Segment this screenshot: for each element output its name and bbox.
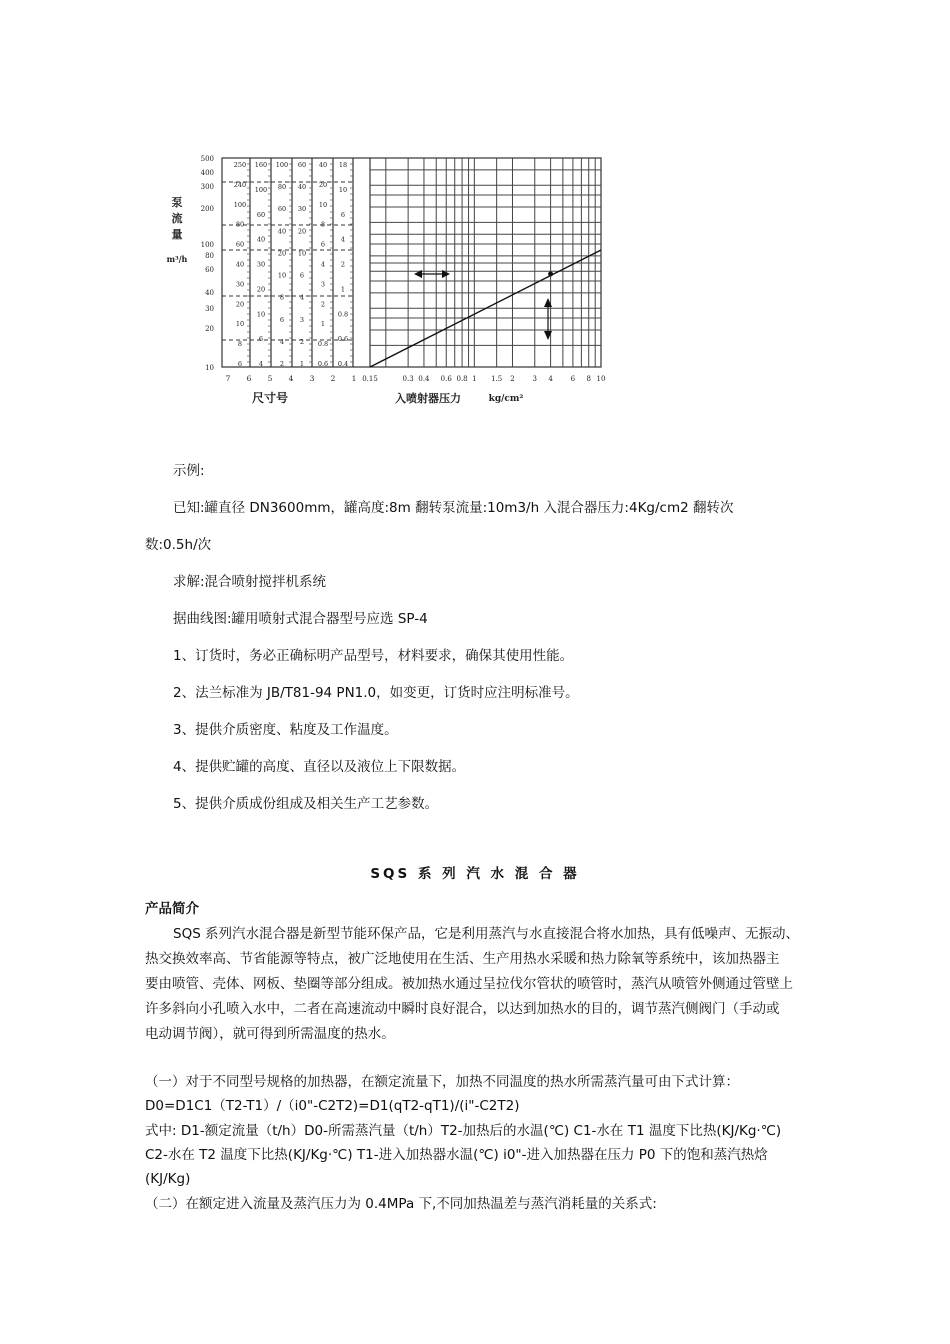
- size-scale-label: 0.8: [337, 310, 349, 319]
- size-scale-label: 4: [320, 260, 326, 269]
- order-note-2: 2、法兰标准为 JB/T81-94 PN1.0，如变更，订货时应注明标准号。: [173, 685, 579, 701]
- size-scale-label: 6: [279, 315, 285, 324]
- size-tick-label: 6: [246, 374, 252, 383]
- y-axis-label-char: 量: [171, 228, 183, 241]
- intro-line-1: SQS 系列汽水混合器是新型节能环保产品，它是利用蒸汽与水直接混合将水加热，具有低噪声、无振动、: [173, 926, 800, 942]
- order-note-4: 4、提供贮罐的高度、直径以及液位上下限数据。: [173, 759, 466, 775]
- calc1-line-5: (KJ/Kg): [145, 1171, 191, 1187]
- size-tick-label: 1: [351, 374, 357, 383]
- size-scale-label: 4: [340, 235, 346, 244]
- size-scale-label: 2: [279, 360, 285, 368]
- size-scale-label: 20: [277, 249, 287, 258]
- arrow-head-right: [442, 270, 450, 278]
- pressure-tick-label: 6: [570, 375, 576, 383]
- order-note-3: 3、提供介质密度、粘度及工作温度。: [173, 722, 398, 738]
- pressure-tick-label: 4: [548, 375, 553, 383]
- size-scale-label: 18: [338, 161, 348, 169]
- characteristic-line: [370, 250, 601, 367]
- calc1-line-3: 式中: D1-额定流量（t/h）D0-所需蒸汽量（t/h）T2-加热后的水温(℃) C1-水在 T1 温度下比热(KJ/Kg·℃): [145, 1123, 782, 1139]
- size-tick-label: 2: [330, 374, 336, 383]
- size-scale-label: 10: [297, 249, 307, 258]
- size-scale-label: 1: [299, 360, 305, 368]
- size-scale-label: 60: [235, 240, 245, 249]
- size-scale-label: 20: [318, 180, 328, 189]
- pressure-tick-label: 1: [472, 375, 477, 383]
- calc1-line-4: C2-水在 T2 温度下比热(KJ/Kg·℃) T1-进入加热器水温(℃) i0"-进入加热器在压力 P0 下的饱和蒸汽热焓: [145, 1147, 768, 1163]
- pressure-tick-label: 0.4: [418, 375, 430, 383]
- size-scale-label: 6: [299, 271, 305, 280]
- known-conditions-line-1: 已知:罐直径 DN3600mm，罐高度:8m 翻转泵流量:10m3/h 入混合器压力:4Kg/cm2 翻转次: [173, 500, 734, 516]
- pump-flow-tick-label: 200: [200, 205, 214, 213]
- pressure-axis-label: 入喷射器压力: [395, 392, 461, 405]
- pump-flow-tick-label: 10: [205, 364, 214, 372]
- size-scale-label: 40: [256, 235, 266, 244]
- size-scale-label: 3: [320, 280, 326, 289]
- size-tick-label: 3: [309, 374, 315, 383]
- pressure-tick-label: 1.5: [491, 375, 503, 383]
- size-scale-label: 20: [256, 285, 266, 294]
- size-scale-label: 30: [297, 205, 307, 214]
- calc2-line-1: （二）在额定进入流量及蒸汽压力为 0.4MPa 下,不同加热温差与蒸汽消耗量的关系式:: [145, 1196, 657, 1212]
- size-scale-label: 4: [279, 337, 285, 346]
- size-scale-label: 60: [277, 205, 287, 214]
- intro-line-2: 热交换效率高、节省能源等特点，被广泛地使用在生活、生产用热水采暖和热力除氧等系统中，该加热器主: [145, 951, 780, 967]
- size-scale-label: 240: [233, 180, 247, 189]
- size-scale-label: 10: [338, 185, 348, 194]
- size-scale-label: 0.6: [317, 360, 329, 368]
- y-axis-label-char: 流: [171, 212, 183, 225]
- pressure-tick-label: 0.3: [402, 375, 414, 383]
- size-scale-label: 0.6: [337, 335, 349, 344]
- size-scale-label: 4: [299, 293, 305, 302]
- size-scale-label: 1: [320, 320, 326, 329]
- pump-flow-tick-label: 80: [205, 252, 214, 260]
- size-scale-label: 60: [256, 210, 266, 219]
- pump-flow-tick-label: 30: [205, 305, 214, 313]
- pump-flow-tick-label: 60: [205, 266, 214, 274]
- size-scale-label: 1: [340, 285, 346, 294]
- pressure-tick-label: 10: [596, 375, 606, 383]
- size-scale-label: 10: [235, 320, 245, 329]
- pressure-tick-label: 2: [510, 375, 515, 383]
- pump-flow-tick-label: 100: [200, 241, 214, 249]
- size-scale-label: 60: [297, 161, 307, 169]
- size-scale-label: 250: [233, 161, 247, 169]
- pressure-axis-unit: kg/cm²: [488, 394, 524, 404]
- size-scale-label: 160: [254, 161, 268, 169]
- size-scale-label: 2: [320, 300, 326, 309]
- size-scale-label: 3: [299, 315, 305, 324]
- curve-result-line: 据曲线图:罐用喷射式混合器型号应选 SP-4: [173, 611, 428, 627]
- intro-line-3: 要由喷管、壳体、网板、垫圈等部分组成。被加热水通过呈拉伐尔管状的喷管时，蒸汽从喷管外侧通过管壁上: [145, 976, 793, 992]
- size-axis-label: 尺寸号: [251, 391, 289, 405]
- section-title: SQS 系 列 汽 水 混 合 器: [370, 866, 580, 882]
- size-scale-label: 100: [254, 185, 268, 194]
- size-scale-label: 20: [235, 300, 245, 309]
- intro-line-4: 许多斜向小孔喷入水中，二者在高速流动中瞬时良好混合，以达到加热水的目的，调节蒸汽侧阀门（手动或: [145, 1001, 780, 1017]
- size-scale-label: 10: [256, 310, 266, 319]
- size-scale-label: 6: [258, 335, 264, 344]
- chart-frame: [222, 158, 601, 367]
- size-scale-label: 100: [233, 200, 247, 209]
- size-scale-label: 10: [277, 271, 287, 280]
- size-scale-label: 0.8: [317, 340, 329, 349]
- y-axis-unit: m³/h: [166, 254, 188, 264]
- size-scale-label: 8: [320, 220, 326, 229]
- example-label: 示例:: [173, 463, 205, 479]
- order-note-5: 5、提供介质成份组成及相关生产工艺参数。: [173, 796, 439, 812]
- size-tick-label: 5: [267, 374, 273, 383]
- size-scale-label: 40: [318, 161, 328, 169]
- order-note-1: 1、订货时，务必正确标明产品型号，材料要求，确保其使用性能。: [173, 648, 574, 664]
- size-scale-label: 10: [318, 200, 328, 209]
- pump-flow-tick-label: 20: [205, 325, 214, 333]
- size-scale-label: 40: [297, 183, 307, 192]
- size-scale-label: 100: [275, 161, 289, 169]
- size-scale-label: 80: [235, 220, 245, 229]
- size-scale-label: 6: [237, 360, 243, 368]
- intro-line-5: 电动调节阀），就可得到所需温度的热水。: [145, 1026, 395, 1042]
- size-scale-label: 8: [279, 293, 285, 302]
- size-scale-label: 40: [277, 227, 287, 236]
- size-scale-label: 40: [235, 260, 245, 269]
- size-scale-label: 8: [237, 340, 243, 349]
- size-tick-label: 4: [288, 374, 294, 383]
- size-scale-label: 6: [320, 240, 326, 249]
- size-scale-label: 30: [235, 280, 245, 289]
- size-scale-label: 30: [256, 260, 266, 269]
- example-point: [548, 272, 553, 277]
- size-scale-label: 2: [340, 260, 346, 269]
- size-scale-label: 4: [258, 360, 264, 368]
- calc1-formula: D0=D1C1（T2-T1）/（i0"-C2T2)=D1(qT2-qT1)/(i"-C2T2): [145, 1098, 520, 1114]
- y-axis-label-char: 泵: [171, 196, 183, 209]
- pressure-tick-label: 0.8: [456, 375, 468, 383]
- size-scale-label: 80: [277, 183, 287, 192]
- intro-heading: 产品简介: [145, 901, 199, 917]
- known-conditions-line-2: 数:0.5h/次: [145, 537, 212, 553]
- size-scale-label: 6: [340, 210, 346, 219]
- calc1-line-1: （一）对于不同型号规格的加热器，在额定流量下，加热不同温度的热水所需蒸汽量可由下式计算：: [145, 1074, 739, 1090]
- arrow-head-left: [414, 270, 422, 278]
- arrow-head-up: [544, 298, 552, 307]
- size-scale-label: 2: [299, 337, 305, 346]
- pressure-tick-label: 0.15: [362, 375, 378, 383]
- pressure-tick-label: 0.6: [440, 375, 452, 383]
- pump-flow-tick-label: 400: [200, 169, 214, 177]
- pump-flow-tick-label: 300: [200, 183, 214, 191]
- solve-line: 求解:混合喷射搅拌机系统: [173, 574, 327, 590]
- pump-flow-tick-label: 500: [200, 155, 214, 163]
- pressure-tick-label: 8: [586, 375, 591, 383]
- pump-flow-tick-label: 40: [205, 289, 214, 297]
- arrow-head-down: [544, 331, 552, 340]
- size-scale-label: 20: [297, 227, 307, 236]
- size-scale-label: 0.4: [337, 360, 349, 368]
- size-tick-label: 7: [225, 374, 231, 383]
- pressure-tick-label: 3: [532, 375, 538, 383]
